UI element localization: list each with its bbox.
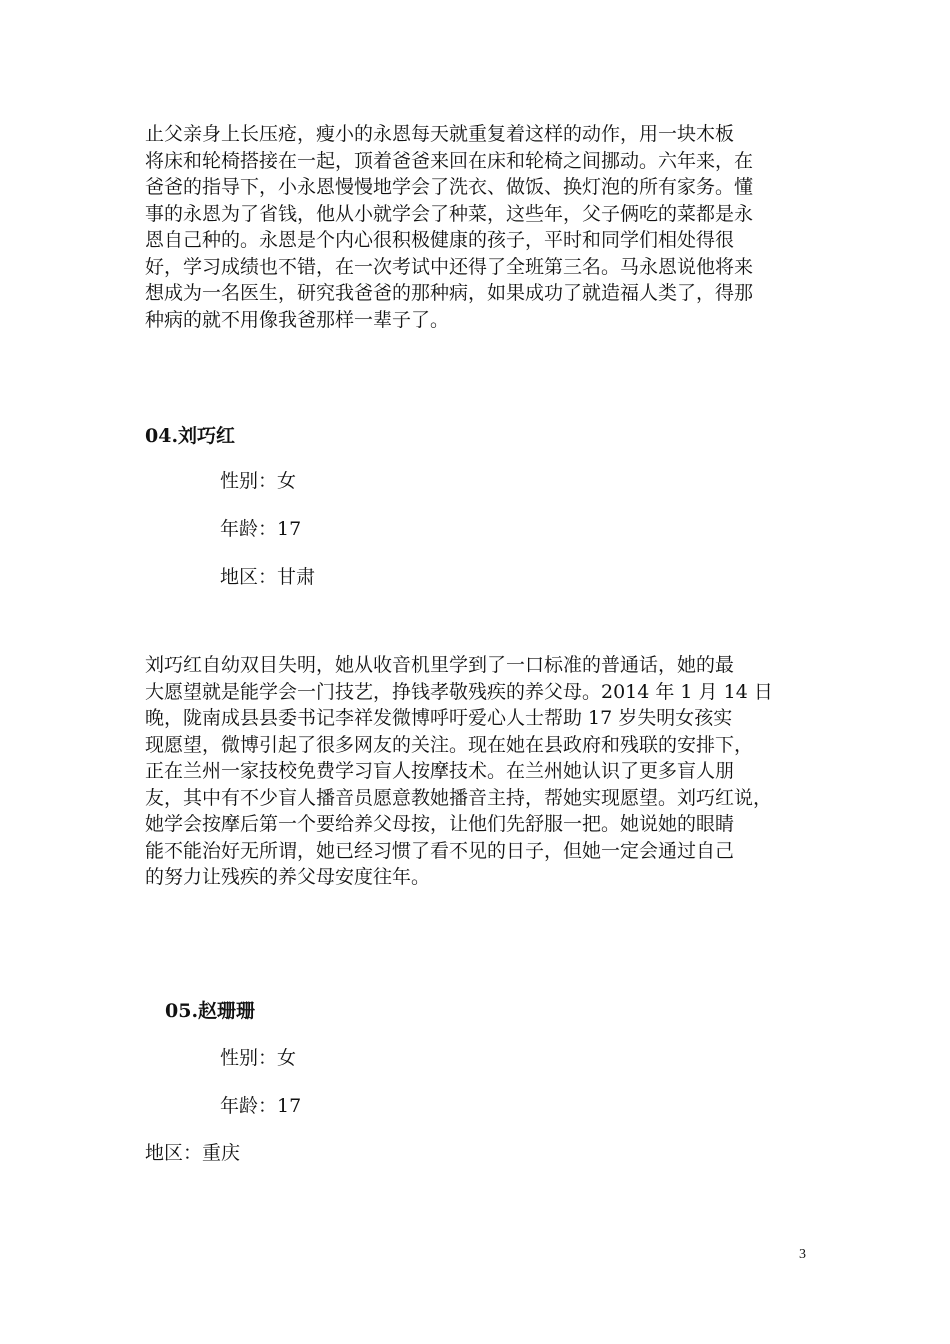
paragraph-line: 事的永恩为了省钱，他从小就学会了种菜，这些年，父子俩吃的菜都是永 bbox=[145, 202, 754, 225]
section-04-heading: 04.刘巧红 bbox=[145, 425, 236, 447]
section-04-age: 年龄：17 bbox=[220, 518, 302, 540]
paragraph-1 bbox=[145, 121, 815, 333]
section-05-region: 地区：重庆 bbox=[145, 1142, 241, 1164]
paragraph-line: 她学会按摩后第一个要给养父母按，让他们先舒服一把。她说她的眼睛 bbox=[145, 813, 735, 835]
paragraph-line: 想成为一名医生，研究我爸爸的那种病，如果成功了就造福人类了，得那 bbox=[145, 282, 754, 304]
paragraph-line: 爸爸的指导下，小永恩慢慢地学会了洗衣、做饭、换灯泡的所有家务。懂 bbox=[145, 176, 754, 198]
paragraph-line: 晚，陇南成县县委书记李祥发微博呼吁爱心人士帮助 17 岁失明女孩实 bbox=[145, 707, 733, 729]
section-05-age: 年龄：17 bbox=[220, 1095, 302, 1117]
section-05-gender: 性别：女 bbox=[220, 1047, 297, 1069]
paragraph-2 bbox=[145, 652, 815, 891]
paragraph-line: 的努力让残疾的养父母安度往年。 bbox=[145, 866, 431, 888]
page-number: 3 bbox=[799, 1247, 806, 1262]
paragraph-line: 大愿望就是能学会一门技艺，挣钱孝敬残疾的养父母。2014 年 1 月 14 日 bbox=[145, 680, 773, 703]
section-04-region: 地区：甘肃 bbox=[220, 566, 316, 588]
paragraph-line: 将床和轮椅搭接在一起，顶着爸爸来回在床和轮椅之间挪动。六年来，在 bbox=[145, 149, 754, 172]
paragraph-line: 现愿望，微博引起了很多网友的关注。现在她在县政府和残联的安排下， bbox=[145, 733, 754, 756]
paragraph-line: 好，学习成绩也不错，在一次考试中还得了全班第三名。马永恩说他将来 bbox=[145, 255, 754, 278]
paragraph-line: 正在兰州一家技校免费学习盲人按摩技术。在兰州她认识了更多盲人朋 bbox=[145, 760, 735, 782]
paragraph-line: 刘巧红自幼双目失明，她从收音机里学到了一口标准的普通话，她的最 bbox=[145, 654, 735, 676]
paragraph-line: 能不能治好无所谓，她已经习惯了看不见的日子，但她一定会通过自己 bbox=[145, 839, 735, 862]
paragraph-line: 种病的就不用像我爸那样一辈子了。 bbox=[145, 308, 450, 331]
paragraph-line: 恩自己种的。永恩是个内心很积极健康的孩子，平时和同学们相处得很 bbox=[145, 229, 735, 251]
section-04-gender: 性别：女 bbox=[220, 470, 297, 492]
paragraph-line: 友，其中有不少盲人播音员愿意教她播音主持，帮她实现愿望。刘巧红说， bbox=[145, 786, 773, 809]
section-05-heading: 05.赵珊珊 bbox=[165, 1000, 256, 1022]
paragraph-line: 止父亲身上长压疮，瘦小的永恩每天就重复着这样的动作，用一块木板 bbox=[145, 123, 735, 145]
